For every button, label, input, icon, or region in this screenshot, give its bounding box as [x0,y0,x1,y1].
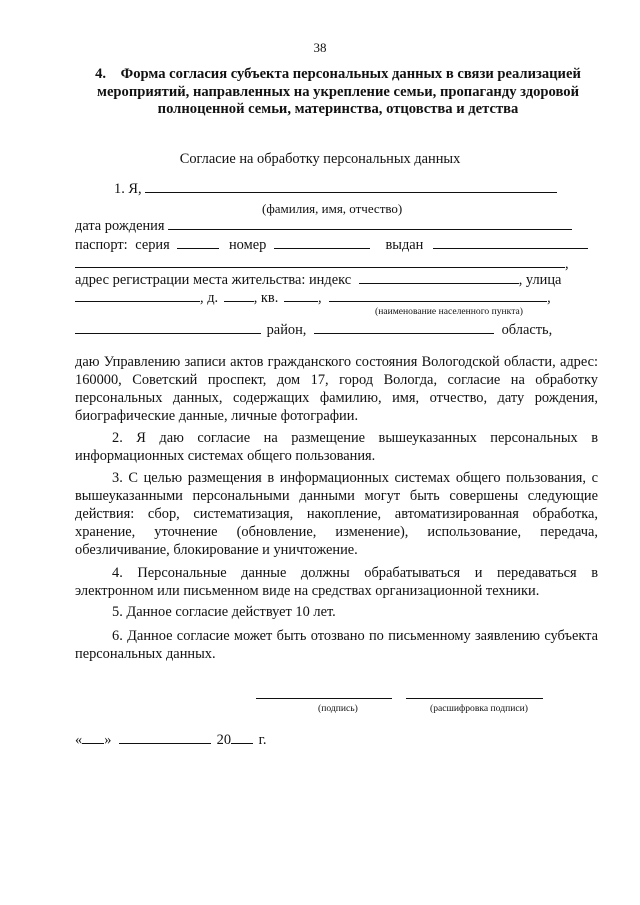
address-label: адрес регистрации места жительства: индекс [75,272,352,288]
district-row [75,321,552,339]
fio-row [114,180,557,198]
date-open-quote: « [75,732,83,748]
year-suffix: г. [258,732,267,748]
region-label: область, [501,322,553,338]
flat-field[interactable] [284,289,318,302]
region-field[interactable] [314,321,494,334]
issued-continuation-field[interactable] [75,255,565,268]
passport-series-field[interactable] [177,236,219,249]
day-field[interactable] [82,731,104,744]
district-field[interactable] [75,321,261,334]
dob-label: дата рождения [75,218,165,234]
paragraph-4: 4. Персональные данные должны обрабатываться и передаваться в электронном или письменном виде на средствах организационной техники. [75,565,598,599]
form-heading [78,66,598,119]
locality-field[interactable] [329,289,547,302]
heading-line-2: мероприятий, направленных на укрепление семьи, пропаганду здоровой [97,83,579,100]
item1-label: 1. Я, [114,181,142,197]
flat-label: , кв. [253,290,279,306]
signature-caption: (подпись) [318,703,358,714]
issued-label: выдан [385,237,424,253]
signature-field[interactable] [256,698,392,699]
comma: , [547,290,551,306]
house-field[interactable] [224,289,254,302]
fio-field[interactable] [145,180,557,193]
heading-line-1: 4. Форма согласия субъекта персональных данных в связи реализацией [95,66,581,82]
number-label: номер [228,237,267,253]
address-row [75,271,561,289]
house-label: , д. [200,290,219,306]
year-prefix: 20 [216,732,232,748]
dob-row [75,217,572,235]
year-field[interactable] [231,731,253,744]
street-label: , улица [518,272,562,288]
paragraph-2: 2. Я даю согласие на размещение вышеуказанных персональных в информационных системах общего пользования. [75,430,598,464]
page-number: 38 [313,40,327,55]
paragraph-5: 5. Данное согласие действует 10 лет. [112,604,336,620]
series-label: серия [135,237,170,253]
postal-index-field[interactable] [359,271,519,284]
signature-transcript-caption: (расшифровка подписи) [430,703,528,714]
dob-field[interactable] [168,217,572,230]
document-subtitle: Согласие на обработку персональных данных [179,151,461,167]
signature-transcript-field[interactable] [406,698,543,699]
passport-issued-field[interactable] [433,236,588,249]
fio-caption: (фамилия, имя, отчество) [262,201,403,216]
passport-number-field[interactable] [274,236,370,249]
comma: , [317,290,322,306]
paragraph-3: 3. С целью размещения в информационных системах общего пользования, с вышеуказанными персональными данными могут быть совершены следующие действия: сбор, систематизация, накопление, автоматизированная обработка, хранение, уточнение (обновление, изменение), использование, передача, обезличивание, блокирование и уничтожение. [75,470,598,558]
month-field[interactable] [119,731,211,744]
street-row [75,289,551,307]
date-close-quote: » [104,732,112,748]
passport-label: паспорт: [75,237,128,253]
consent-paragraph: даю Управлению записи актов гражданского состояния Вологодской области, адрес: 160000, Советский проспект, дом 17, город Вологда, согласие на обработку персональных данных, содержащих фамилию, имя, отчество, дату рождения, биографические данные, личные фотографии. [75,354,598,424]
passport-row [75,236,588,254]
street-field[interactable] [75,289,200,302]
locality-caption: (наименование населенного пункта) [375,306,523,317]
heading-line-3: полноценной семьи, материнства, отцовства и детства [157,101,519,117]
paragraph-6: 6. Данное согласие может быть отозвано по письменному заявлению субъекта персональных данных. [75,628,598,662]
district-label: район, [266,322,307,338]
date-row [75,731,267,749]
comma: , [565,256,569,272]
